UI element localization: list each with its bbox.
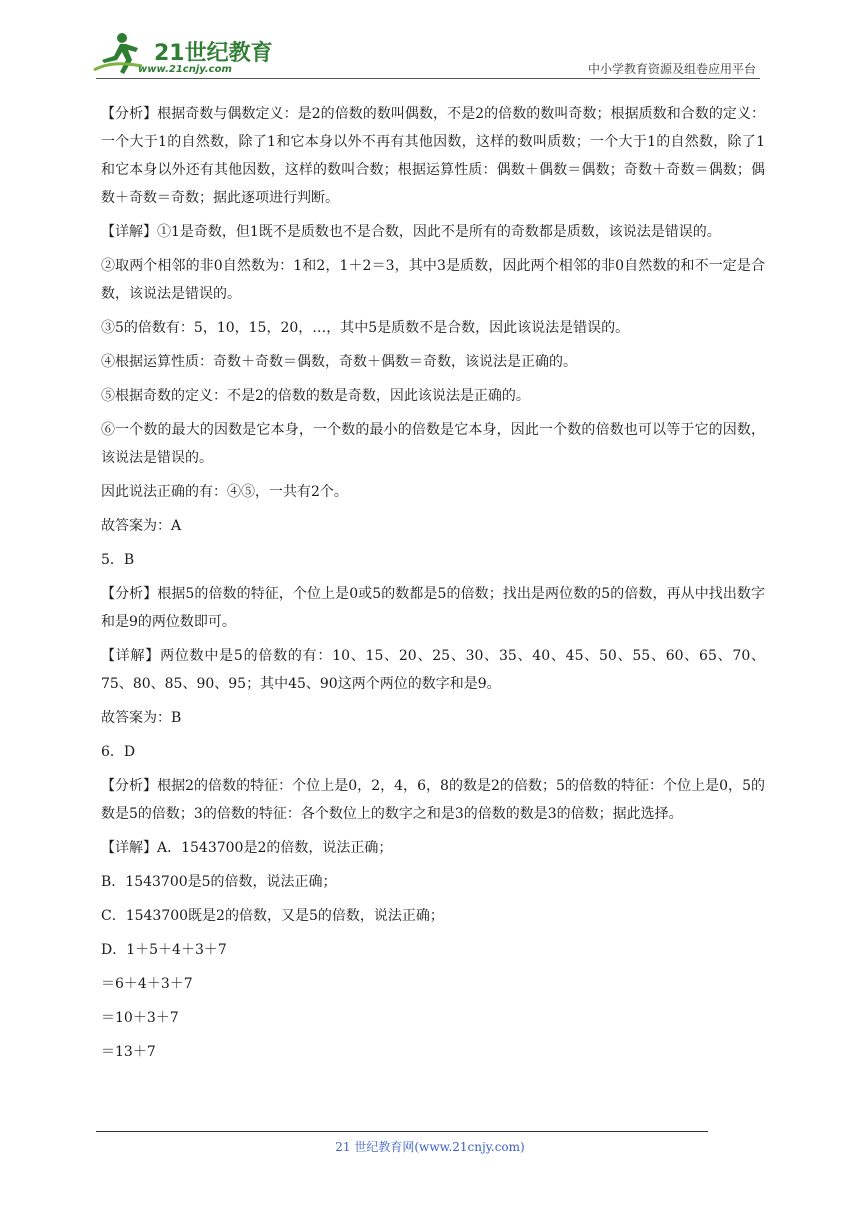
detail-paragraph: ③5的倍数有：5，10，15，20，…，其中5是质数不是合数，因此该说法是错误的。 bbox=[101, 320, 630, 336]
analysis-paragraph: 【分析】根据2的倍数的特征：个位上是0，2，4，6，8的数是2的倍数；5的倍数的特征：个位上是0，5的数是5的倍数；3的倍数的特征：各个数位上的数字之和是3的倍数的数是3的倍数；据此选择。 bbox=[101, 778, 765, 822]
logo-lettering: 21世纪教育 bbox=[154, 41, 273, 66]
analysis-paragraph: 【分析】根据5的倍数的特征，个位上是0或5的数都是5的倍数；找出是两位数的5的倍数，再从中找出数字和是9的两位数即可。 bbox=[101, 586, 765, 630]
page-footer: 21 世纪教育网(www.21cnjy.com) bbox=[335, 1140, 525, 1154]
detail-paragraph: 【详解】两位数中是5的倍数的有：10、15、20、25、30、35、40、45、50、55、60、65、70、75、80、85、90、95；其中45、90这两个两位的数字和是9。 bbox=[101, 648, 765, 692]
calculation-line: ＝10＋3＋7 bbox=[101, 1010, 179, 1026]
site-logo bbox=[92, 30, 272, 80]
answer-line: 故答案为：A bbox=[101, 518, 182, 534]
calculation-line: ＝13＋7 bbox=[101, 1044, 156, 1060]
detail-paragraph: ②取两个相邻的非0自然数为：1和2，1＋2＝3，其中3是质数，因此两个相邻的非0自然数的和不一定是合数，该说法是错误的。 bbox=[101, 258, 765, 302]
detail-paragraph: ⑥一个数的最大的因数是它本身，一个数的最小的倍数是它本身，因此一个数的倍数也可以等于它的因数，该说法是错误的。 bbox=[101, 422, 765, 466]
analysis-paragraph: 【分析】根据奇数与偶数定义：是2的倍数的数叫偶数，不是2的倍数的数叫奇数；根据质数和合数的定义：一个大于1的自然数，除了1和它本身以外不再有其他因数，这样的数叫质数；一个大于1的自然数，除了1和它本身以外还有其他因数，这样的数叫合数；根据运算性质：偶数＋偶数＝偶数；奇数＋奇数＝偶数；偶数＋奇数＝奇数；据此逐项进行判断。 bbox=[101, 106, 765, 206]
detail-paragraph: B．1543700是5的倍数，说法正确； bbox=[101, 874, 337, 890]
detail-paragraph: ⑤根据奇数的定义：不是2的倍数的数是奇数，因此该说法是正确的。 bbox=[101, 388, 530, 404]
logo-url: www.21cnjy.com bbox=[138, 64, 232, 75]
detail-paragraph: C．1543700既是2的倍数，又是5的倍数，说法正确； bbox=[101, 908, 444, 924]
detail-paragraph: 【详解】A．1543700是2的倍数，说法正确； bbox=[101, 840, 393, 856]
page-header bbox=[0, 0, 860, 84]
footer-divider bbox=[96, 1131, 708, 1132]
answer-line: 故答案为：B bbox=[101, 710, 182, 726]
header-divider bbox=[96, 78, 760, 79]
detail-paragraph: ④根据运算性质：奇数＋奇数＝偶数，奇数＋偶数＝奇数，该说法是正确的。 bbox=[101, 354, 577, 370]
document-body bbox=[101, 100, 765, 1072]
question-number: 5．B bbox=[101, 552, 135, 568]
platform-name: 中小学教育资源及组卷应用平台 bbox=[587, 62, 756, 76]
calculation-line: D．1＋5＋4＋3＋7 bbox=[101, 942, 227, 958]
detail-paragraph: 【详解】①1是奇数，但1既不是质数也不是合数，因此不是所有的奇数都是质数，该说法是错误的。 bbox=[101, 224, 721, 240]
question-number: 6．D bbox=[101, 744, 136, 760]
conclusion-paragraph: 因此说法正确的有：④⑤，一共有2个。 bbox=[101, 484, 348, 500]
calculation-line: ＝6＋4＋3＋7 bbox=[101, 976, 193, 992]
